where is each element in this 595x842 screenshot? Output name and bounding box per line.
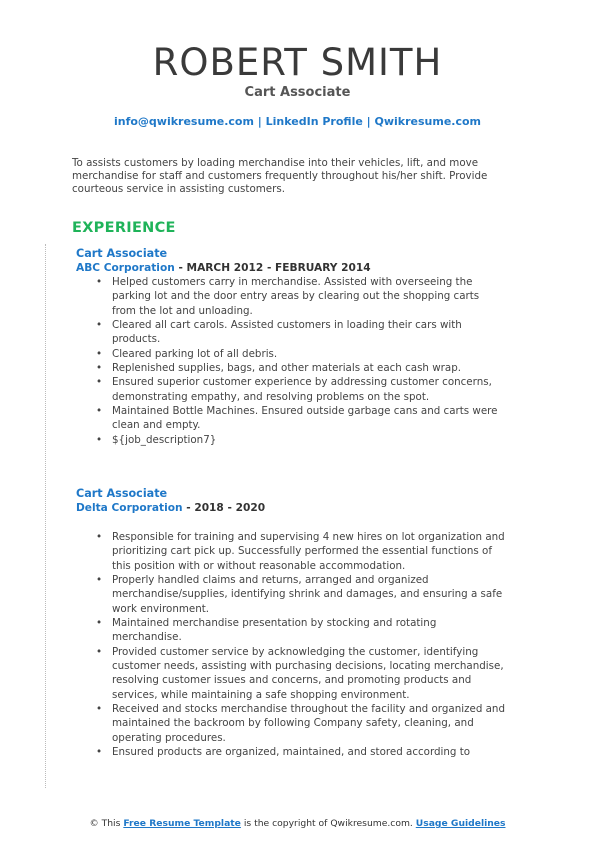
timeline-divider <box>45 244 46 788</box>
duty-item: • ${job_description7} <box>76 433 506 447</box>
job-dates: - MARCH 2012 - FEBRUARY 2014 <box>174 262 371 274</box>
duty-item: • Helped customers carry in merchandise. Assisted with overseeing the parking lot and the door entry areas by clearing out the shopping carts from the lot and unloading. <box>76 275 506 318</box>
duty-item: • Cleared all cart carols. Assisted customers in loading their cars with products. <box>76 318 506 347</box>
candidate-title: Cart Associate <box>244 85 351 100</box>
usage-guidelines-link[interactable]: Usage Guidelines <box>415 818 506 829</box>
duty-list <box>76 275 506 447</box>
duty-item: • Received and stocks merchandise throughout the facility and organized and maintained the backroom by following Company safety, cleaning, and operating procedures. <box>76 702 506 745</box>
free-resume-template-link[interactable]: Free Resume Template <box>123 818 241 829</box>
duty-item: • Replenished supplies, bags, and other materials at each cash wrap. <box>76 361 506 375</box>
duty-item: • Responsible for training and supervising 4 new hires on lot organization and prioritizing cart pick up. Successfully performed the essential functions of this position with or without reasonable accommodation. <box>76 530 506 573</box>
duty-item: • Maintained Bottle Machines. Ensured outside garbage cans and carts were clean and empty. <box>76 404 506 433</box>
footer-middle: is the copyright of Qwikresume.com. <box>240 818 416 829</box>
job-dates: - 2018 - 2020 <box>182 502 266 514</box>
linkedin-link[interactable]: LinkedIn Profile <box>265 115 363 128</box>
job-title: Cart Associate <box>76 487 168 500</box>
duty-item: • Ensured products are organized, maintained, and stored according to <box>76 745 506 759</box>
website-link[interactable]: Qwikresume.com <box>374 115 482 128</box>
contact-separator: | <box>362 115 375 128</box>
footer <box>0 818 595 830</box>
experience-heading: EXPERIENCE <box>72 220 176 236</box>
email-link[interactable]: info@qwikresume.com <box>113 115 254 128</box>
job-company: ABC Corporation <box>76 262 175 274</box>
job-entry <box>76 487 506 760</box>
job-company-line <box>76 501 506 515</box>
contact-line <box>0 115 595 129</box>
duty-item: • Properly handled claims and returns, arranged and organized merchandise/supplies, identifying shrink and damages, and ensuring a safe work environment. <box>76 573 506 616</box>
duty-item: • Provided customer service by acknowledging the customer, identifying customer needs, assisting with purchasing decisions, locating merchandise, resolving customer issues and concerns, and promoting products and services, while maintaining a safe shopping environment. <box>76 645 506 702</box>
footer-prefix: © This <box>89 818 124 829</box>
candidate-name: ROBERT SMITH <box>152 41 443 84</box>
job-company-line <box>76 261 506 275</box>
job-company: Delta Corporation <box>76 502 183 514</box>
job-title: Cart Associate <box>76 247 168 260</box>
job-entry <box>76 247 506 447</box>
duty-item: • Ensured superior customer experience by addressing customer concerns, demonstrating empathy, and resolving problems on the spot. <box>76 375 506 404</box>
duty-item: • Maintained merchandise presentation by stocking and rotating merchandise. <box>76 616 506 645</box>
summary-text: To assists customers by loading merchandise into their vehicles, lift, and move merchandise for staff and customers frequently throughout his/her shift. Provide courteous service in assisting customers. <box>72 157 488 195</box>
duty-list <box>76 530 506 760</box>
duty-item: • Cleared parking lot of all debris. <box>76 347 506 361</box>
contact-separator: | <box>253 115 266 128</box>
